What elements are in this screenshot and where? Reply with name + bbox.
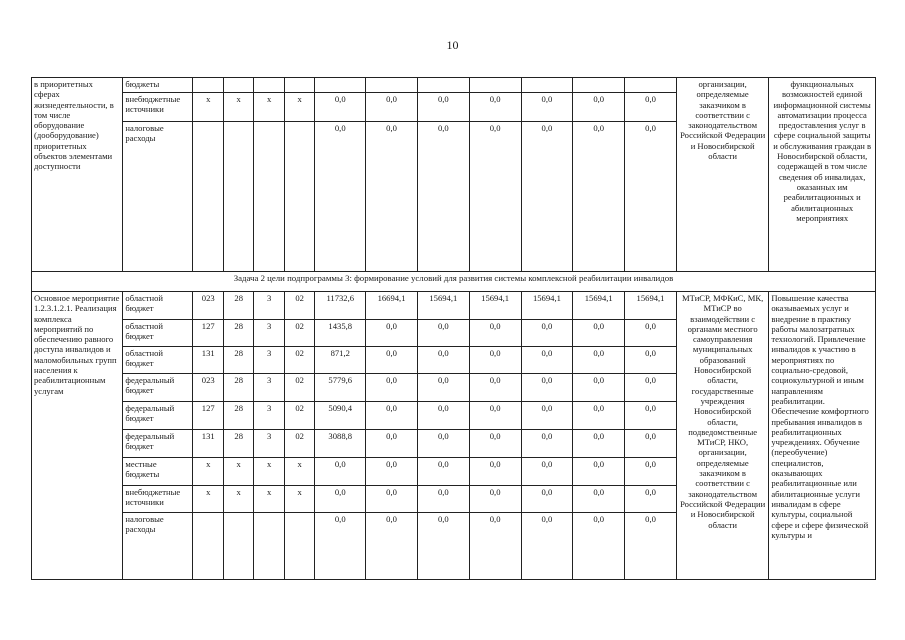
amount-cell: 0,0 [573, 513, 625, 580]
budget-code-cell: х [223, 93, 253, 122]
amount-cell: 5779,6 [315, 374, 366, 402]
amount-cell: 15694,1 [521, 292, 573, 320]
result-cell: функциональных возможностей единой информационной системы автоматизации процесса предоставления услуг в сфере социальной защиты и обслуживания граждан в Новосибирской области, содержащей в том числе сведения об инвалидах, оказанных им реабилитационных и абилитационных мероприятиях [769, 78, 876, 272]
budget-code-cell: 02 [284, 374, 314, 402]
funding-source-cell: федеральный бюджет [123, 430, 193, 458]
amount-cell: 0,0 [469, 93, 521, 122]
budget-code-cell: х [284, 458, 314, 486]
table-body [32, 78, 876, 580]
budget-code-cell [284, 513, 314, 580]
budget-code-cell: 02 [284, 320, 314, 347]
amount-cell [521, 78, 573, 93]
amount-cell: 0,0 [521, 93, 573, 122]
budget-code-cell: 3 [254, 402, 284, 430]
budget-code-cell: 3 [254, 430, 284, 458]
amount-cell: 0,0 [469, 458, 521, 486]
budget-code-cell [284, 122, 314, 272]
amount-cell: 0,0 [469, 122, 521, 272]
budget-code-cell [254, 78, 284, 93]
page-number: 10 [446, 38, 459, 52]
amount-cell: 0,0 [521, 320, 573, 347]
budget-code-cell: 02 [284, 430, 314, 458]
amount-cell: 0,0 [417, 513, 469, 580]
amount-cell: 0,0 [417, 347, 469, 374]
budget-code-cell: 127 [193, 320, 223, 347]
amount-cell: 0,0 [521, 430, 573, 458]
amount-cell: 0,0 [625, 374, 677, 402]
amount-cell: 0,0 [417, 430, 469, 458]
funding-source-cell: внебюджетные источники [123, 93, 193, 122]
amount-cell: 16694,1 [366, 292, 418, 320]
amount-cell: 0,0 [469, 486, 521, 513]
budget-code-cell: 3 [254, 292, 284, 320]
budget-code-cell: х [193, 458, 223, 486]
budget-code-cell [254, 122, 284, 272]
budget-code-cell: х [284, 486, 314, 513]
budget-code-cell: 28 [223, 374, 253, 402]
amount-cell: 0,0 [573, 347, 625, 374]
funding-source-cell: местные бюджеты [123, 458, 193, 486]
amount-cell: 0,0 [417, 486, 469, 513]
budget-code-cell [193, 513, 223, 580]
amount-cell: 0,0 [521, 513, 573, 580]
budget-code-cell: 28 [223, 292, 253, 320]
amount-cell: 0,0 [315, 93, 366, 122]
amount-cell: 0,0 [521, 122, 573, 272]
budget-code-cell: 023 [193, 374, 223, 402]
amount-cell: 0,0 [315, 486, 366, 513]
amount-cell: 0,0 [315, 458, 366, 486]
budget-code-cell: 127 [193, 402, 223, 430]
amount-cell: 0,0 [625, 430, 677, 458]
amount-cell: 0,0 [521, 486, 573, 513]
amount-cell: 0,0 [625, 320, 677, 347]
amount-cell: 0,0 [469, 347, 521, 374]
amount-cell [469, 78, 521, 93]
amount-cell: 15694,1 [417, 292, 469, 320]
amount-cell: 0,0 [469, 430, 521, 458]
budget-code-cell: 3 [254, 347, 284, 374]
budget-code-cell: 02 [284, 347, 314, 374]
amount-cell: 0,0 [366, 402, 418, 430]
amount-cell: 0,0 [366, 486, 418, 513]
table-row [32, 78, 876, 93]
budget-code-cell: 023 [193, 292, 223, 320]
table-row [32, 292, 876, 320]
amount-cell: 0,0 [366, 374, 418, 402]
amount-cell: 0,0 [625, 513, 677, 580]
amount-cell [573, 78, 625, 93]
amount-cell [625, 78, 677, 93]
budget-code-cell: 131 [193, 347, 223, 374]
amount-cell: 0,0 [573, 458, 625, 486]
amount-cell: 0,0 [469, 402, 521, 430]
amount-cell: 0,0 [366, 320, 418, 347]
budget-code-cell: 28 [223, 402, 253, 430]
amount-cell [417, 78, 469, 93]
amount-cell: 11732,6 [315, 292, 366, 320]
amount-cell: 3088,8 [315, 430, 366, 458]
amount-cell: 0,0 [417, 122, 469, 272]
amount-cell: 0,0 [625, 458, 677, 486]
amount-cell: 0,0 [521, 347, 573, 374]
funding-source-cell: налоговые расходы [123, 122, 193, 272]
funding-source-cell: областной бюджет [123, 347, 193, 374]
funding-source-cell: федеральный бюджет [123, 402, 193, 430]
amount-cell: 0,0 [315, 513, 366, 580]
budget-code-cell: 28 [223, 430, 253, 458]
budget-code-cell: х [223, 458, 253, 486]
amount-cell: 0,0 [625, 402, 677, 430]
amount-cell: 0,0 [573, 320, 625, 347]
amount-cell: 0,0 [521, 374, 573, 402]
amount-cell [315, 78, 366, 93]
budget-code-cell [223, 78, 253, 93]
amount-cell: 871,2 [315, 347, 366, 374]
amount-cell: 0,0 [573, 486, 625, 513]
amount-cell: 0,0 [315, 122, 366, 272]
amount-cell: 0,0 [366, 93, 418, 122]
amount-cell: 0,0 [469, 374, 521, 402]
budget-code-cell [193, 78, 223, 93]
executor-cell: организации, определяемые заказчиком в соответствии с законодательством Российской Федерации и Новосибирской области [676, 78, 768, 272]
amount-cell: 15694,1 [625, 292, 677, 320]
funding-source-cell: налоговые расходы [123, 513, 193, 580]
amount-cell: 0,0 [573, 93, 625, 122]
budget-code-cell: 28 [223, 320, 253, 347]
amount-cell: 15694,1 [469, 292, 521, 320]
executor-cell: МТиСР, МФКиС, МК, МТиСР во взаимодействии с органами местного самоуправления муниципальных образований Новосибирской области, государственные учреждения Новосибирской области, подведомственные МТиСР, НКО, организации, определяемые заказчиком в соответствии с законодательством Российской Федерации и Новосибирской области [676, 292, 768, 580]
funding-source-cell: внебюджетные источники [123, 486, 193, 513]
budget-code-cell: х [254, 486, 284, 513]
amount-cell: 5090,4 [315, 402, 366, 430]
amount-cell: 0,0 [521, 402, 573, 430]
funding-source-cell: областной бюджет [123, 292, 193, 320]
budget-code-cell [223, 122, 253, 272]
task-heading-row [32, 272, 876, 292]
funding-source-cell: областной бюджет [123, 320, 193, 347]
amount-cell: 0,0 [573, 402, 625, 430]
amount-cell: 15694,1 [573, 292, 625, 320]
amount-cell: 0,0 [417, 374, 469, 402]
budget-code-cell: 02 [284, 292, 314, 320]
budget-code-cell: 3 [254, 320, 284, 347]
amount-cell: 0,0 [625, 347, 677, 374]
amount-cell: 0,0 [573, 430, 625, 458]
budget-code-cell: х [254, 458, 284, 486]
amount-cell: 0,0 [469, 513, 521, 580]
amount-cell: 0,0 [417, 93, 469, 122]
amount-cell: 0,0 [366, 347, 418, 374]
budget-code-cell: х [284, 93, 314, 122]
budget-code-cell: 02 [284, 402, 314, 430]
budget-code-cell: х [223, 486, 253, 513]
amount-cell: 0,0 [625, 486, 677, 513]
row-label-cell: в приоритетных сферах жизнедеятельности, в том числе оборудование (дооборудование) приоритетных объектов элементами доступности [32, 78, 123, 272]
amount-cell: 0,0 [366, 513, 418, 580]
budget-code-cell: 28 [223, 347, 253, 374]
amount-cell: 0,0 [417, 458, 469, 486]
result-cell: Повышение качества оказываемых услуг и внедрение в практику работы малозатратных технологий. Привлечение инвалидов к участию в мероприятиях по социально-средовой, социокультурной и иным направлениям реабилитации. Обеспечение комфортного пребывания инвалидов в реабилитационных учреждениях. Обучение (переобучение) специалистов, оказывающих реабилитационные или абилитационные услуги инвалидам в сфере культуры, социальной сфере и сфере физической культуры и [769, 292, 876, 580]
amount-cell: 0,0 [417, 320, 469, 347]
amount-cell: 0,0 [469, 320, 521, 347]
financing-table [31, 77, 876, 580]
budget-code-cell [223, 513, 253, 580]
amount-cell: 0,0 [521, 458, 573, 486]
budget-code-cell: х [193, 93, 223, 122]
budget-code-cell [193, 122, 223, 272]
budget-code-cell [254, 513, 284, 580]
amount-cell: 0,0 [573, 374, 625, 402]
task-heading: Задача 2 цели подпрограммы 3: формирование условий для развития системы комплексной реабилитации инвалидов [32, 272, 876, 292]
amount-cell: 0,0 [417, 402, 469, 430]
amount-cell: 0,0 [366, 430, 418, 458]
amount-cell: 0,0 [366, 458, 418, 486]
amount-cell: 0,0 [625, 93, 677, 122]
amount-cell: 0,0 [366, 122, 418, 272]
budget-code-cell: х [193, 486, 223, 513]
amount-cell: 0,0 [625, 122, 677, 272]
budget-code-cell: 131 [193, 430, 223, 458]
budget-code-cell [284, 78, 314, 93]
amount-cell: 0,0 [573, 122, 625, 272]
funding-source-cell: федеральный бюджет [123, 374, 193, 402]
measure-cell: Основное мероприятие 1.2.3.1.2.1. Реализация комплекса мероприятий по обеспечению равного доступа инвалидов и маломобильных групп населения к реабилитационным услугам [32, 292, 123, 580]
budget-code-cell: х [254, 93, 284, 122]
amount-cell [366, 78, 418, 93]
budget-code-cell: 3 [254, 374, 284, 402]
amount-cell: 1435,8 [315, 320, 366, 347]
funding-source-cell: бюджеты [123, 78, 193, 93]
